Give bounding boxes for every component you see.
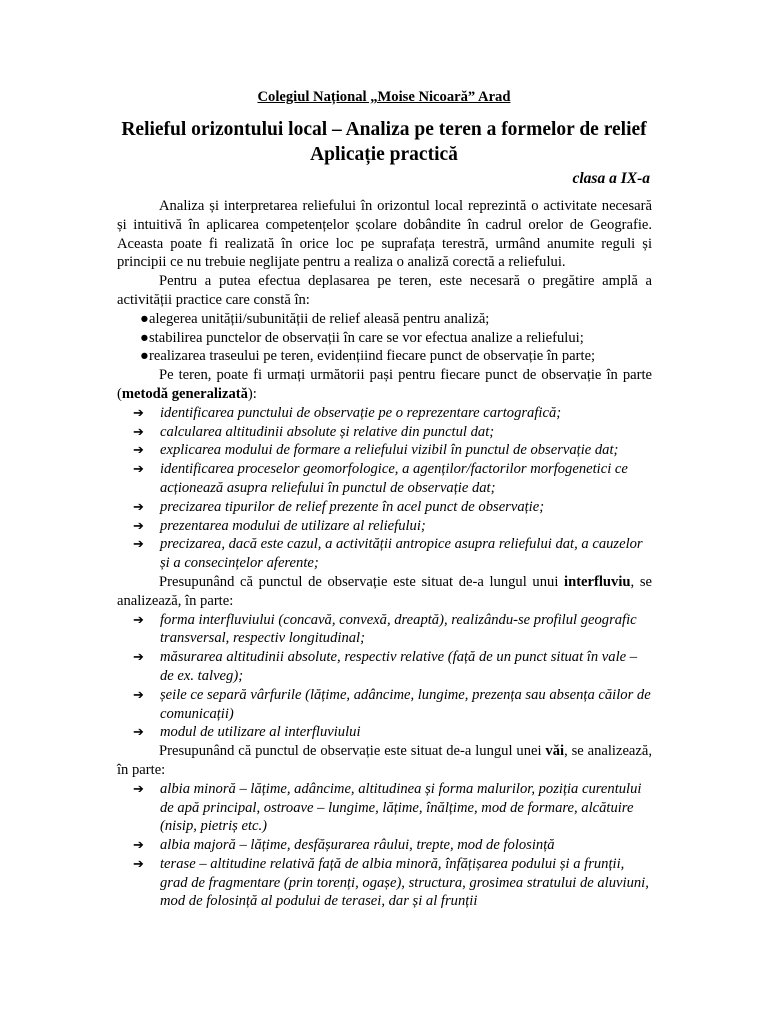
list-item-text: modul de utilizare al interfluviului — [160, 724, 361, 741]
vai-bold-word: văi — [545, 743, 565, 760]
vai-lead-after: , se analizează, în parte: — [117, 743, 653, 778]
arrow-right-icon: ➔ — [133, 611, 144, 627]
list-item — [117, 517, 652, 536]
list-item-text: măsurarea altitudinii absolute, respectiv relative (față de un punct situat în vale – de ex. talveg); — [160, 649, 638, 684]
bullet-icon: ● — [140, 329, 149, 346]
bullet-icon: ● — [140, 348, 149, 365]
list-item — [117, 780, 652, 836]
arrow-right-icon: ➔ — [133, 498, 144, 514]
arrow-right-icon: ➔ — [133, 404, 144, 420]
list-item — [117, 686, 652, 724]
list-item-text: precizarea tipurilor de relief prezente în acel punct de observație; — [160, 498, 545, 515]
interfluviu-list — [117, 611, 652, 743]
arrow-right-icon: ➔ — [133, 649, 144, 665]
method-lead-text: Pe teren, poate fi urmați următorii pași pentru fiecare punct de observație în parte — [159, 367, 652, 384]
list-item — [117, 441, 652, 460]
list-item-text: explicarea modului de formare a reliefului vizibil în punctul de observație dat; — [160, 442, 619, 459]
vai-lead-paragraph — [117, 742, 652, 780]
title-line-1: Relieful orizontului local – Analiza pe teren a formelor de relief — [121, 119, 647, 140]
vai-lead-before: Presupunând că punctul de observație este situat de-a lungul unei — [159, 743, 542, 760]
list-item-text: albia majoră – lățime, desfășurarea râului, trepte, mod de folosință — [160, 837, 555, 854]
arrow-right-icon: ➔ — [133, 461, 144, 477]
list-item — [117, 498, 652, 517]
list-item — [117, 310, 652, 329]
school-name: Colegiul Național „Moise Nicoară” Arad — [257, 89, 511, 105]
list-item — [117, 648, 652, 686]
arrow-right-icon: ➔ — [133, 724, 144, 740]
method-lead-paragraph — [117, 366, 652, 404]
preparation-list — [117, 310, 652, 366]
method-paren-close: ): — [247, 385, 257, 402]
interfluviu-lead-paragraph — [117, 573, 652, 611]
list-item-text: calcularea altitudinii absolute și relative din punctul dat; — [160, 423, 495, 440]
arrow-right-icon: ➔ — [133, 686, 144, 702]
title-line-2: Aplicație practică — [310, 144, 458, 165]
list-item — [117, 535, 652, 573]
list-item-text: alegerea unității/subunității de relief aleasă pentru analiză; — [149, 310, 490, 327]
interfluviu-lead-after: , se analizează, în parte: — [117, 573, 652, 609]
list-item — [117, 347, 652, 366]
list-item — [117, 460, 652, 498]
document-title — [0, 117, 768, 167]
arrow-right-icon: ➔ — [133, 423, 144, 439]
list-item-text: terase – altitudine relativă față de albia minoră, înfățișarea podului și a frunții, grad de fragmentare (prin torenți, ogașe), structura, grosimea stratului de aluviuni, mod de folosință al podului de terasei, dar și al frunții — [160, 855, 649, 910]
list-item — [117, 723, 652, 742]
intro-paragraph-1: Analiza și interpretarea reliefului în orizontul local reprezintă o activitate necesară și intuitivă în aplicarea competențelor școlare dobândite în cadrul orelor de Geografie. Aceasta poate fi realizată în orice loc pe suprafața terestră, urmând anumite reguli și principii ce nu trebuie neglijate pentru a realiza o analiză corectă a reliefului. — [117, 198, 652, 271]
list-item — [117, 329, 652, 348]
intro-paragraph-2: Pentru a putea efectua deplasarea pe teren, este necesară o pregătire amplă a activității practice care constă în: — [117, 273, 652, 308]
arrow-right-icon: ➔ — [133, 517, 144, 533]
list-item — [117, 423, 652, 442]
list-item — [117, 404, 652, 423]
arrow-right-icon: ➔ — [133, 780, 144, 796]
list-item-text: forma interfluviului (concavă, convexă, dreaptă), realizându-se profilul geografic transversal, respectiv longitudinal; — [160, 611, 637, 647]
arrow-right-icon: ➔ — [133, 442, 144, 458]
bullet-icon: ● — [140, 310, 149, 327]
list-item-text: realizarea traseului pe teren, evidențiind fiecare punct de observație în parte; — [149, 348, 596, 365]
list-item-text: precizarea, dacă este cazul, a activității antropice asupra reliefului dat, a cauzelor și a consecințelor aferente; — [160, 536, 643, 572]
method-bold-label: metodă generalizată — [121, 385, 248, 402]
list-item-text: stabilirea punctelor de observații în care se vor efectua analize a reliefului; — [149, 329, 584, 346]
list-item-text: albia minoră – lățime, adâncime, altitudinea și forma malurilor, poziția curentului de apă principal, ostroave – lungime, lățime, înălțime, mod de formare, alcătuire (nisip, pietriș etc.) — [160, 780, 642, 835]
list-item-text: identificarea proceselor geomorfologice, a agenților/factorilor morfogenetici ce acționează asupra reliefului în punctul de observație dat; — [160, 461, 628, 496]
method-paren-open: ( — [117, 385, 122, 402]
class-label: clasa a IX-a — [572, 170, 650, 187]
list-item-text: identificarea punctului de observație pe o reprezentare cartografică; — [160, 404, 562, 421]
list-item — [117, 855, 652, 911]
method-steps-list — [117, 404, 652, 573]
list-item — [117, 836, 652, 855]
arrow-right-icon: ➔ — [133, 855, 144, 871]
arrow-right-icon: ➔ — [133, 536, 144, 552]
list-item — [117, 611, 652, 649]
arrow-right-icon: ➔ — [133, 837, 144, 853]
list-item-text: șeile ce separă vârfurile (lățime, adâncime, lungime, prezența sau absența căilor de comunicații) — [160, 686, 651, 722]
interfluviu-lead-before: Presupunând că punctul de observație este situat de-a lungul unui — [159, 573, 559, 590]
interfluviu-bold-word: interfluviu — [564, 573, 631, 590]
list-item-text: prezentarea modului de utilizare al reliefului; — [160, 517, 426, 534]
vai-list — [117, 780, 652, 912]
document-body — [117, 197, 652, 911]
